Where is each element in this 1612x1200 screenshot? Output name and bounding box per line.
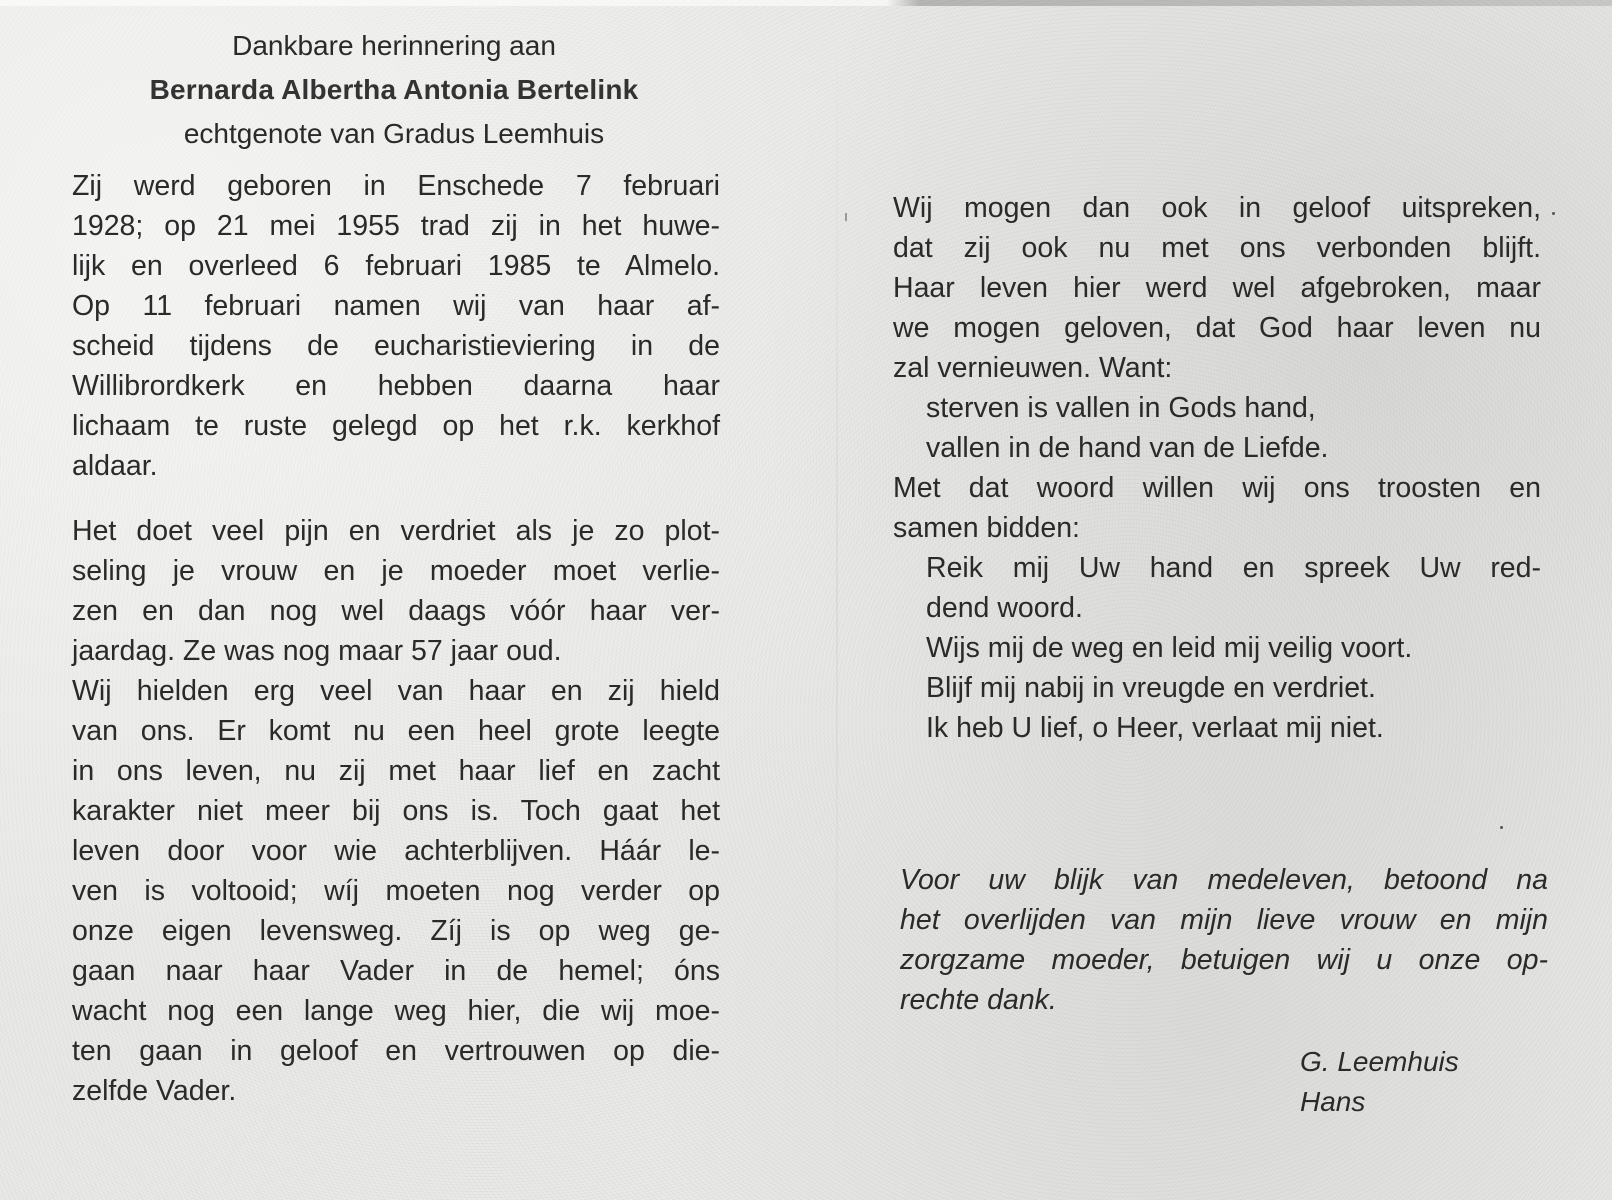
quote-line: sterven is vallen in Gods hand,: [926, 392, 1316, 424]
prayer-block: [893, 548, 1541, 748]
deceased-name: Bernarda Albertha Antonia Bertelink: [149, 74, 639, 105]
text-line: samen bidden:: [893, 512, 1080, 544]
text-line: Op 11 februari namen wij van haar af-: [72, 290, 720, 322]
text-line: jaardag. Ze was nog maar 57 jaar oud.: [72, 635, 562, 667]
love-paragraph: [72, 671, 720, 1111]
text-line: Wij mogen dan ook in geloof uitspreken,: [893, 192, 1541, 224]
text-line: onze eigen levensweg. Zíj is op weg ge-: [72, 915, 720, 947]
text-line: gaan naar haar Vader in de hemel; óns: [72, 955, 720, 987]
biography-paragraph: [72, 166, 720, 486]
thanks-paragraph: [900, 860, 1548, 1020]
text-line: lichaam te ruste gelegd op het r.k. kerkhof: [72, 410, 720, 442]
text-line: zen en dan nog wel daags vóór haar ver-: [72, 595, 720, 627]
text-line: 1928; op 21 mei 1955 trad zij in het huwe-: [72, 210, 720, 242]
quote-line: vallen in de hand van de Liefde.: [926, 432, 1329, 464]
signature-block: [1300, 1042, 1459, 1122]
text-line: leven door voor wie achterblijven. Háár le-: [72, 835, 720, 867]
prayer-line: Ik heb U lief, o Heer, verlaat mij niet.: [926, 712, 1384, 744]
intro-line: Dankbare herinnering aan: [232, 30, 556, 61]
scan-edge: [0, 0, 1612, 6]
text-line: aldaar.: [72, 450, 158, 482]
comfort-paragraph: [893, 468, 1541, 548]
spouse-line: echtgenote van Gradus Leemhuis: [183, 118, 605, 149]
text-line: we mogen geloven, dat God haar leven nu: [893, 312, 1541, 344]
scan-speck: [1552, 212, 1555, 215]
card-heading: [44, 24, 744, 156]
scan-speck: [1500, 826, 1503, 829]
text-line: dat zij ook nu met ons verbonden blijft.: [893, 232, 1541, 264]
text-line: wacht nog een lange weg hier, die wij moe-: [72, 995, 720, 1027]
left-panel: [72, 24, 720, 1111]
text-line: ven is voltooid; wíj moeten nog verder op: [72, 875, 720, 907]
text-line: Willibrordkerk en hebben daarna haar: [72, 370, 720, 402]
text-line: Het doet veel pijn en verdriet als je zo plot-: [72, 515, 720, 547]
grief-paragraph: [72, 511, 720, 671]
scan-speck: [845, 213, 847, 221]
quote-block: [893, 388, 1541, 468]
text-line: Voor uw blijk van medeleven, betoond na: [900, 864, 1548, 896]
text-line: zelfde Vader.: [72, 1075, 237, 1107]
text-line: van ons. Er komt nu een heel grote leegte: [72, 715, 720, 747]
prayer-line: Reik mij Uw hand en spreek Uw red-: [926, 552, 1541, 584]
right-panel: [893, 188, 1541, 748]
card-fold: [836, 0, 838, 1200]
prayer-line: Wijs mij de weg en leid mij veilig voort.: [926, 632, 1413, 664]
text-line: ten gaan in geloof en vertrouwen op die-: [72, 1035, 720, 1067]
signature-line: G. Leemhuis: [1300, 1046, 1459, 1077]
text-line: rechte dank.: [900, 984, 1057, 1016]
text-line: zorgzame moeder, betuigen wij u onze op-: [900, 944, 1548, 976]
text-line: seling je vrouw en je moeder moet verlie-: [72, 555, 720, 587]
faith-paragraph: [893, 188, 1541, 388]
text-line: Met dat woord willen wij ons troosten en: [893, 472, 1541, 504]
prayer-line: Blijf mij nabij in vreugde en verdriet.: [926, 672, 1376, 704]
text-line: Wij hielden erg veel van haar en zij hield: [72, 675, 720, 707]
text-line: Haar leven hier werd wel afgebroken, maar: [893, 272, 1541, 304]
text-line: zal vernieuwen. Want:: [893, 352, 1173, 384]
text-line: Zij werd geboren in Enschede 7 februari: [72, 170, 720, 202]
signature-line: Hans: [1300, 1086, 1366, 1117]
text-line: in ons leven, nu zij met haar lief en zacht: [72, 755, 720, 787]
text-line: karakter niet meer bij ons is. Toch gaat het: [72, 795, 720, 827]
text-line: lijk en overleed 6 februari 1985 te Almelo.: [72, 250, 720, 282]
prayer-line: dend woord.: [926, 592, 1083, 624]
text-line: scheid tijdens de eucharistieviering in de: [72, 330, 720, 362]
text-line: het overlijden van mijn lieve vrouw en mijn: [900, 904, 1548, 936]
